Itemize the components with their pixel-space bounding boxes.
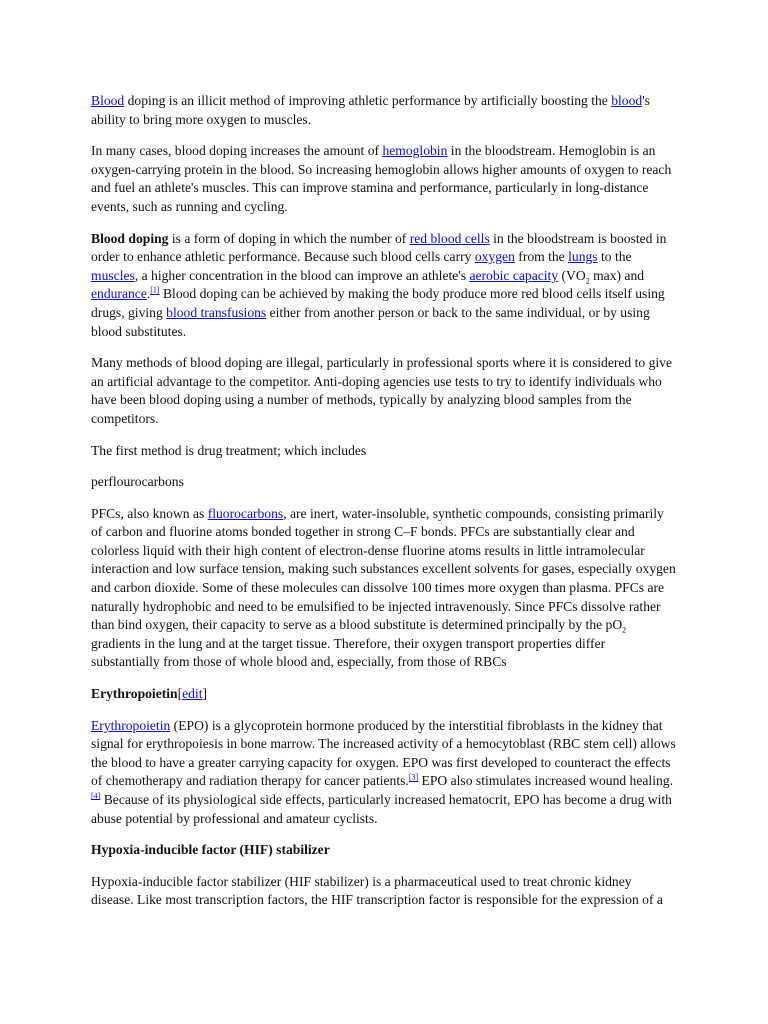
text: PFCs, also known as — [91, 505, 208, 521]
link-endurance[interactable]: endurance — [91, 286, 147, 302]
text: gradients in the lung and at the target tissue. Therefore, their oxygen transport properties differ substantially from those of whole blood and, especially, from those of RBCs — [91, 635, 606, 670]
text: , a higher concentration in the blood can improve an athlete's — [134, 267, 470, 283]
heading-hif-stabilizer: Hypoxia-inducible factor (HIF) stabilizer — [91, 842, 330, 858]
text: max) and — [589, 267, 645, 283]
paragraph-pfcs — [91, 505, 676, 672]
paragraph-intro — [91, 92, 676, 129]
paragraph-hemoglobin — [91, 142, 676, 216]
text: is a form of doping in which the number of — [168, 230, 410, 246]
subscript: 2 — [585, 276, 590, 286]
link-oxygen[interactable]: oxygen — [474, 249, 515, 265]
link-erythropoietin[interactable]: Erythropoietin — [91, 717, 171, 733]
text: in the bloodstream is boosted in order to enhance athletic performance. Because such blood cells carry — [91, 230, 667, 265]
text: Blood doping can be achieved by making the body produce more red blood cells itself using drugs, giving — [91, 286, 665, 320]
text: , are inert, water-insoluble, synthetic compounds, consisting primarily of carbon and fluorine atoms bonded together in strong C–F bonds. PFCs are substantially clear and colorless liquid with their high content of electron-dense fluorine atoms results in little intramolecular interaction and low surface tension, making such substances excellent solvents for gases, especially oxygen and carbon dioxide. Some of these molecules can dissolve 100 times more oxygen than plasma. PFCs are naturally hydrophobic and need to be emulsified to be injected intravenously. Since PFCs dissolve rather than bind oxygen, their capacity to serve as a blood substitute is determined principally by the pO — [91, 505, 676, 633]
paragraph-first-method: The first method is drug treatment; which includes — [91, 442, 367, 458]
bracket-close: ] — [202, 686, 208, 702]
reference-3[interactable]: [3] — [408, 772, 419, 782]
text: In many cases, blood doping increases the amount of — [91, 143, 383, 159]
paragraph-epo — [91, 717, 676, 829]
paragraph-hif: Hypoxia-inducible factor stabilizer (HIF stabilizer) is a pharmaceutical used to treat chronic kidney disease. Like most transcription factors, the HIF transcription factor is responsible for the expression of a — [91, 873, 663, 908]
heading-erythropoietin — [91, 685, 676, 704]
text: 's ability to bring more oxygen to muscles. — [91, 93, 650, 127]
text: in the bloodstream. Hemoglobin is an oxygen-carrying protein in the blood. So increasing hemoglobin allows higher amounts of oxygen to reach and fuel an athlete's muscles. This can improve stamina and performance, particularly in long-distance events, such as running and cycling. — [91, 143, 672, 214]
link-aerobic-capacity[interactable]: aerobic capacity — [469, 267, 559, 283]
link-lungs[interactable]: lungs — [568, 249, 598, 265]
subscript: 2 — [622, 625, 627, 635]
text: Because of its physiological side effects, particularly increased hematocrit, EPO has become a drug with abuse potential by professional and amateur cyclists. — [91, 792, 672, 826]
link-blood-transfusions[interactable]: blood transfusions — [166, 304, 267, 320]
reference-4[interactable]: [4] — [91, 791, 101, 801]
link-muscles[interactable]: muscles — [91, 267, 135, 283]
bold-term: Blood doping — [91, 230, 169, 246]
heading-text: Erythropoietin — [91, 686, 178, 702]
text: . — [146, 286, 151, 302]
link-blood[interactable]: Blood — [91, 93, 125, 108]
text: EPO also stimulates increased wound healing. — [418, 773, 673, 789]
edit-link[interactable]: edit — [182, 686, 203, 702]
paragraph-definition — [91, 230, 676, 342]
link-red-blood-cells[interactable]: red blood cells — [409, 230, 490, 246]
text: either from another person or back to the same individual, or by using blood substitutes. — [91, 304, 650, 339]
text: doping is an illicit method of improving athletic performance by artificially boosting the — [124, 93, 612, 108]
link-hemoglobin[interactable]: hemoglobin — [382, 143, 448, 159]
paragraph-legality: Many methods of blood doping are illegal, particularly in professional sports where it is considered to give an artificial advantage to the competitor. Anti-doping agencies use tests to try to identify individuals who have been blood doping using a number of methods, typically by analyzing blood samples from the competitors. — [91, 355, 673, 426]
text: (VO — [558, 267, 586, 283]
paragraph-perflourocarbons: perflourocarbons — [91, 474, 184, 490]
link-blood-2[interactable]: blood — [611, 93, 643, 108]
text: (EPO) is a glycoprotein hormone produced by the interstitial fibroblasts in the kidney that signal for erythropoiesis in bone marrow. The increased activity of a hemocytoblast (RBC stem cell) allows the blood to have a greater carrying capacity for oxygen. EPO was first developed to counteract the effects of chemotherapy and radiation therapy for cancer patients. — [91, 717, 676, 789]
link-fluorocarbons[interactable]: fluorocarbons — [207, 505, 284, 521]
text: from the — [514, 249, 569, 265]
bracket-open: [ — [177, 686, 183, 702]
text: to the — [597, 249, 632, 265]
reference-1[interactable]: [1] — [150, 285, 160, 295]
